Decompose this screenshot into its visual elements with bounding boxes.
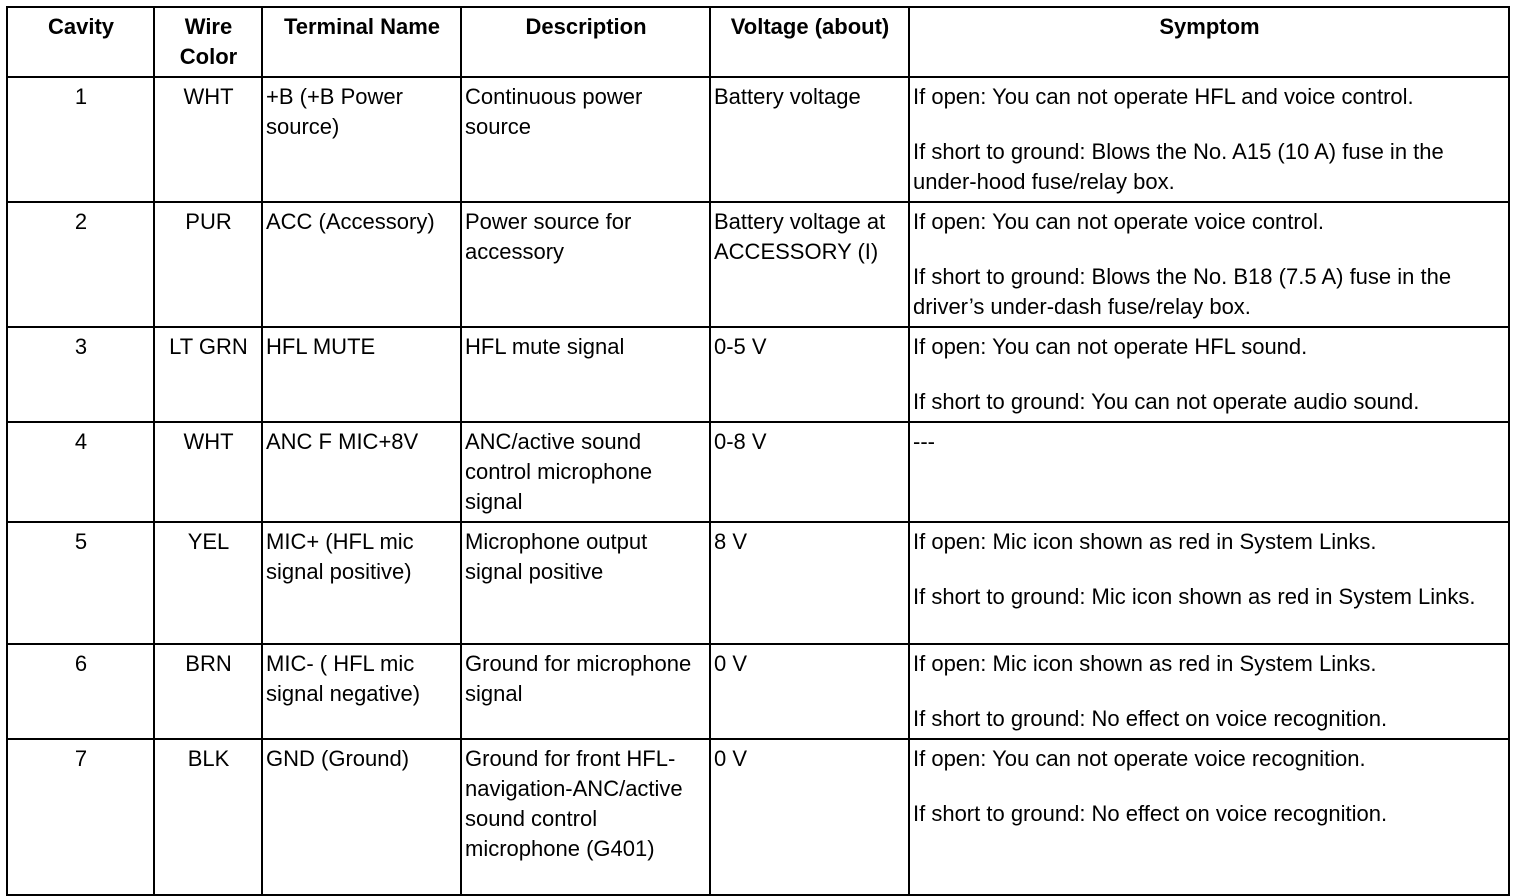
symptom-short-text: If short to ground: No effect on voice recognition. [913, 706, 1388, 731]
cavity-cell: 5 [7, 522, 154, 644]
description-cell: Microphone output signal positive [461, 522, 710, 644]
header-row [7, 7, 1509, 77]
table-row [7, 522, 1509, 644]
description-cell: Ground for microphone signal [461, 644, 710, 739]
voltage-cell: Battery voltage at ACCESSORY (I) [710, 202, 909, 327]
cavity-cell: 4 [7, 422, 154, 522]
header-voltage: Voltage (about) [710, 7, 909, 77]
symptom-short-text: If short to ground: No effect on voice recognition. [913, 801, 1388, 826]
cavity-cell: 3 [7, 327, 154, 422]
symptom-cell [909, 202, 1509, 327]
wire-color-cell: WHT [154, 422, 262, 522]
table-row [7, 422, 1509, 522]
terminal-name-cell: HFL MUTE [262, 327, 461, 422]
voltage-cell: 8 V [710, 522, 909, 644]
symptom-cell [909, 327, 1509, 422]
symptom-cell [909, 422, 1509, 522]
symptom-cell [909, 739, 1509, 895]
table-row [7, 739, 1509, 895]
voltage-cell: 0 V [710, 644, 909, 739]
cavity-cell: 1 [7, 77, 154, 202]
description-cell: ANC/active sound control microphone signal [461, 422, 710, 522]
wire-color-cell: BLK [154, 739, 262, 895]
voltage-cell: 0 V [710, 739, 909, 895]
description-cell: Ground for front HFL-navigation-ANC/active sound control microphone (G401) [461, 739, 710, 895]
terminal-name-cell: +B (+B Power source) [262, 77, 461, 202]
symptom-open-text: If open: You can not operate voice recognition. [913, 746, 1366, 771]
voltage-cell: Battery voltage [710, 77, 909, 202]
symptom-open-text: If open: Mic icon shown as red in System Links. [913, 651, 1377, 676]
symptom-open-text: If open: You can not operate voice control. [913, 209, 1324, 234]
header-wire-color: Wire Color [154, 7, 262, 77]
terminal-name-cell: MIC+ (HFL mic signal positive) [262, 522, 461, 644]
symptom-cell [909, 644, 1509, 739]
table-row [7, 644, 1509, 739]
symptom-short-text: If short to ground: You can not operate audio sound. [913, 389, 1420, 414]
symptom-open-text: If open: You can not operate HFL and voice control. [913, 84, 1414, 109]
table-row [7, 327, 1509, 422]
cavity-cell: 2 [7, 202, 154, 327]
table-row [7, 202, 1509, 327]
cavity-cell: 6 [7, 644, 154, 739]
symptom-short-text: If short to ground: Blows the No. B18 (7.5 A) fuse in the driver’s under-dash fuse/relay box. [913, 264, 1452, 319]
wire-color-cell: YEL [154, 522, 262, 644]
header-symptom: Symptom [909, 7, 1509, 77]
terminal-name-cell: ANC F MIC+8V [262, 422, 461, 522]
wire-color-cell: LT GRN [154, 327, 262, 422]
header-description: Description [461, 7, 710, 77]
symptom-open-text: --- [913, 429, 935, 454]
description-cell: Continuous power source [461, 77, 710, 202]
symptom-open-text: If open: You can not operate HFL sound. [913, 334, 1308, 359]
symptom-open-text: If open: Mic icon shown as red in System Links. [913, 529, 1377, 554]
wire-color-cell: WHT [154, 77, 262, 202]
symptom-short-text: If short to ground: Blows the No. A15 (10 A) fuse in the under-hood fuse/relay box. [913, 139, 1444, 194]
description-cell: Power source for accessory [461, 202, 710, 327]
terminal-name-cell: ACC (Accessory) [262, 202, 461, 327]
connector-pinout-table [6, 6, 1510, 896]
wire-color-cell: PUR [154, 202, 262, 327]
wire-color-cell: BRN [154, 644, 262, 739]
header-cavity: Cavity [7, 7, 154, 77]
description-cell: HFL mute signal [461, 327, 710, 422]
cavity-cell: 7 [7, 739, 154, 895]
symptom-short-text: If short to ground: Mic icon shown as red in System Links. [913, 584, 1476, 609]
table-row [7, 77, 1509, 202]
voltage-cell: 0-5 V [710, 327, 909, 422]
header-terminal-name: Terminal Name [262, 7, 461, 77]
terminal-name-cell: MIC- ( HFL mic signal negative) [262, 644, 461, 739]
voltage-cell: 0-8 V [710, 422, 909, 522]
terminal-name-cell: GND (Ground) [262, 739, 461, 895]
symptom-cell [909, 77, 1509, 202]
symptom-cell [909, 522, 1509, 644]
